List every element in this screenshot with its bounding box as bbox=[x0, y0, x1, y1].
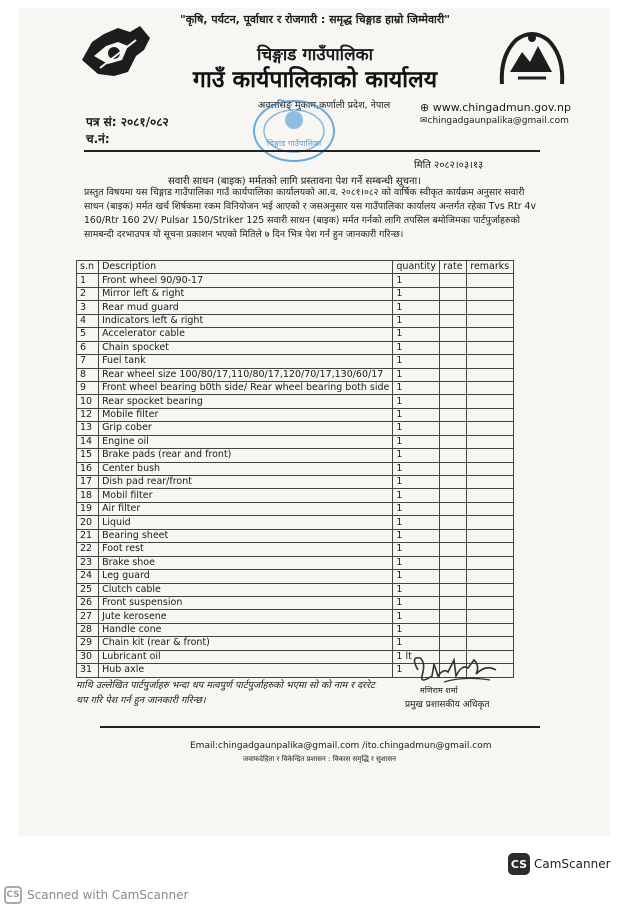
cell-description: Rear spocket bearing bbox=[99, 395, 393, 408]
office-email: chingadgaunpalika@gmail.com bbox=[427, 116, 569, 126]
cell-remarks bbox=[467, 610, 514, 623]
table-row bbox=[77, 355, 514, 368]
table-row bbox=[77, 543, 514, 556]
cell-quantity: 1 bbox=[393, 570, 440, 583]
cell-sn: 10 bbox=[77, 395, 99, 408]
cell-description: Center bush bbox=[99, 462, 393, 475]
camscanner-brand: CamScanner bbox=[534, 857, 611, 871]
cs-watermark-icon: CS bbox=[4, 886, 22, 904]
cell-description: Dish pad rear/front bbox=[99, 476, 393, 489]
website-link[interactable] bbox=[420, 101, 571, 114]
cell-quantity: 1 bbox=[393, 287, 440, 300]
cell-rate bbox=[440, 570, 467, 583]
cell-remarks bbox=[467, 476, 514, 489]
cell-description: Mirror left & right bbox=[99, 287, 393, 300]
cell-rate bbox=[440, 610, 467, 623]
cell-remarks bbox=[467, 368, 514, 381]
cell-quantity: 1 bbox=[393, 596, 440, 609]
cell-rate bbox=[440, 489, 467, 502]
website-url: www.chingadmun.gov.np bbox=[432, 101, 571, 114]
table-row bbox=[77, 341, 514, 354]
cell-quantity: 1 bbox=[393, 664, 440, 677]
signatory-name: मणिराम शर्मा bbox=[420, 686, 458, 695]
office-stamp bbox=[250, 96, 338, 166]
cell-description: Front wheel bearing b0th side/ Rear wheel bearing both side bbox=[99, 381, 393, 394]
cell-quantity: 1 bbox=[393, 489, 440, 502]
cell-rate bbox=[440, 287, 467, 300]
cell-description: Foot rest bbox=[99, 543, 393, 556]
cell-remarks bbox=[467, 381, 514, 394]
table-row bbox=[77, 516, 514, 529]
cell-description: Mobil filter bbox=[99, 489, 393, 502]
cell-sn: 29 bbox=[77, 637, 99, 650]
cell-remarks bbox=[467, 355, 514, 368]
table-row bbox=[77, 610, 514, 623]
cell-sn: 8 bbox=[77, 368, 99, 381]
cell-rate bbox=[440, 476, 467, 489]
cell-remarks bbox=[467, 516, 514, 529]
cell-rate bbox=[440, 314, 467, 327]
cell-quantity: 1 bbox=[393, 328, 440, 341]
parts-table bbox=[76, 260, 514, 678]
cell-sn: 3 bbox=[77, 301, 99, 314]
cell-description: Liquid bbox=[99, 516, 393, 529]
cell-rate bbox=[440, 328, 467, 341]
dispatch-number: च.नं: bbox=[86, 132, 110, 146]
cell-sn: 12 bbox=[77, 408, 99, 421]
cell-description: Clutch cable bbox=[99, 583, 393, 596]
cell-sn: 5 bbox=[77, 328, 99, 341]
cell-sn: 14 bbox=[77, 435, 99, 448]
table-row bbox=[77, 529, 514, 542]
cell-rate bbox=[440, 583, 467, 596]
cell-quantity: 1 lt bbox=[393, 650, 440, 663]
cell-sn: 22 bbox=[77, 543, 99, 556]
cell-description: Bearing sheet bbox=[99, 529, 393, 542]
cell-sn: 9 bbox=[77, 381, 99, 394]
cell-sn: 2 bbox=[77, 287, 99, 300]
cell-quantity: 1 bbox=[393, 623, 440, 636]
header-rate: rate bbox=[440, 261, 467, 274]
cell-sn: 26 bbox=[77, 596, 99, 609]
header-divider bbox=[84, 150, 540, 152]
cell-remarks bbox=[467, 502, 514, 515]
table-row bbox=[77, 368, 514, 381]
table-row bbox=[77, 287, 514, 300]
cell-sn: 17 bbox=[77, 476, 99, 489]
cell-remarks bbox=[467, 435, 514, 448]
cell-sn: 23 bbox=[77, 556, 99, 569]
cell-sn: 20 bbox=[77, 516, 99, 529]
cell-rate bbox=[440, 301, 467, 314]
cell-description: Chain spocket bbox=[99, 341, 393, 354]
table-row bbox=[77, 476, 514, 489]
cell-remarks bbox=[467, 287, 514, 300]
cell-remarks bbox=[467, 570, 514, 583]
cell-quantity: 1 bbox=[393, 583, 440, 596]
cell-quantity: 1 bbox=[393, 543, 440, 556]
cell-quantity: 1 bbox=[393, 422, 440, 435]
header-description: Description bbox=[99, 261, 393, 274]
cell-quantity: 1 bbox=[393, 368, 440, 381]
globe-icon: ⊕ bbox=[420, 101, 433, 114]
cell-rate bbox=[440, 435, 467, 448]
table-row bbox=[77, 596, 514, 609]
cell-description: Hub axle bbox=[99, 664, 393, 677]
cell-quantity: 1 bbox=[393, 529, 440, 542]
cell-description: Brake shoe bbox=[99, 556, 393, 569]
stamp-text: चिङ्गाड गाउँपालिका bbox=[266, 139, 322, 148]
cell-quantity: 1 bbox=[393, 435, 440, 448]
cell-rate bbox=[440, 449, 467, 462]
cell-description: Leg guard bbox=[99, 570, 393, 583]
municipality-name: चिङ्गाड गाउँपालिका bbox=[256, 45, 374, 65]
cell-description: Engine oil bbox=[99, 435, 393, 448]
reference-number: पत्र सं: २०८१/०८२ bbox=[86, 115, 169, 129]
cell-remarks bbox=[467, 596, 514, 609]
cell-remarks bbox=[467, 328, 514, 341]
cell-remarks bbox=[467, 489, 514, 502]
cell-rate bbox=[440, 556, 467, 569]
cell-quantity: 1 bbox=[393, 395, 440, 408]
cell-description: Brake pads (rear and front) bbox=[99, 449, 393, 462]
cell-sn: 30 bbox=[77, 650, 99, 663]
cell-rate bbox=[440, 368, 467, 381]
table-row bbox=[77, 381, 514, 394]
slogan: "कृषि, पर्यटन, पूर्वाधार र रोजगारी : समृद्ध चिङ्गाड हाम्रो जिम्मेवारी" bbox=[180, 13, 450, 26]
cs-badge-icon: CS bbox=[508, 853, 530, 875]
cell-rate bbox=[440, 355, 467, 368]
table-row bbox=[77, 408, 514, 421]
cell-remarks bbox=[467, 422, 514, 435]
cell-remarks bbox=[467, 395, 514, 408]
municipality-emblem-left bbox=[78, 20, 154, 82]
table-row bbox=[77, 435, 514, 448]
table-row bbox=[77, 301, 514, 314]
cell-rate bbox=[440, 422, 467, 435]
cell-sn: 27 bbox=[77, 610, 99, 623]
table-row bbox=[77, 422, 514, 435]
office-title: गाउँ कार्यपालिकाको कार्यालय bbox=[192, 67, 438, 93]
nepal-emblem-right bbox=[496, 26, 568, 88]
cell-remarks bbox=[467, 556, 514, 569]
cell-rate bbox=[440, 543, 467, 556]
header-sn: s.n bbox=[77, 261, 99, 274]
cell-quantity: 1 bbox=[393, 610, 440, 623]
cell-description: Rear wheel size 100/80/17,110/80/17,120/70/17,130/60/17 bbox=[99, 368, 393, 381]
cell-sn: 13 bbox=[77, 422, 99, 435]
table-row bbox=[77, 328, 514, 341]
reference-block bbox=[86, 114, 169, 148]
cell-quantity: 1 bbox=[393, 381, 440, 394]
cell-sn: 28 bbox=[77, 623, 99, 636]
table-header-row bbox=[77, 261, 514, 274]
table-row bbox=[77, 489, 514, 502]
cell-quantity: 1 bbox=[393, 637, 440, 650]
cell-quantity: 1 bbox=[393, 408, 440, 421]
cell-remarks bbox=[467, 543, 514, 556]
signatory-title: प्रमुख प्रशासकीय अधिकृत bbox=[405, 700, 490, 710]
cell-description: Front wheel 90/90-17 bbox=[99, 274, 393, 287]
cell-remarks bbox=[467, 301, 514, 314]
table-row bbox=[77, 556, 514, 569]
cell-remarks bbox=[467, 408, 514, 421]
cell-description: Mobile filter bbox=[99, 408, 393, 421]
cell-description: Grip cober bbox=[99, 422, 393, 435]
cell-rate bbox=[440, 408, 467, 421]
cell-description: Indicators left & right bbox=[99, 314, 393, 327]
cell-remarks bbox=[467, 529, 514, 542]
cell-quantity: 1 bbox=[393, 301, 440, 314]
cell-remarks bbox=[467, 274, 514, 287]
table-row bbox=[77, 274, 514, 287]
table-row bbox=[77, 570, 514, 583]
office-address: अवलसिङ् मुकाम,कर्णाली प्रदेश, नेपाल bbox=[258, 100, 391, 111]
scanned-watermark bbox=[4, 886, 188, 904]
cell-quantity: 1 bbox=[393, 462, 440, 475]
cell-rate bbox=[440, 462, 467, 475]
cell-quantity: 1 bbox=[393, 556, 440, 569]
cell-description: Accelerator cable bbox=[99, 328, 393, 341]
cell-description: Fuel tank bbox=[99, 355, 393, 368]
cell-rate bbox=[440, 529, 467, 542]
camscanner-logo bbox=[508, 853, 611, 875]
footer-tagline: जवाफदेहिता र विकेन्द्रित प्रशासन : विकास समृद्धि र सुशासन bbox=[243, 755, 397, 763]
cell-rate bbox=[440, 274, 467, 287]
table-row bbox=[77, 502, 514, 515]
header-quantity: quantity bbox=[393, 261, 440, 274]
letter-body: प्रस्तुत विषयमा यस चिङ्गाड गाउँपालिका गाउँ कार्यपालिका कार्यालयको आ.व. २०८१।०८२ को वार्षिक स्वीकृत कार्यक्रम अनुसार सवारी साधन (बाइक) मर्मत खर्च शिर्षकमा रकम विनियोजन भई आएको र जसअनुसार यस गाउँपालिका कार्यालय अन्तर्गत रहेका Tvs Rtr 4v 160/Rtr 160 2V/ Pulsar 150/Striker 125 सवारी साधन (बाइक) मर्मत गर्नको लागि तपसिल बमोजिमका पार्टपुर्जाहरुको सामबन्दी दरभाउपत्र यो सूचना प्रकाशन भएको मितिले ७ दिन भित्र पेश गर्न हुन जानकारी गरिन्छ। bbox=[84, 187, 536, 240]
table-row bbox=[77, 462, 514, 475]
cell-sn: 31 bbox=[77, 664, 99, 677]
cell-quantity: 1 bbox=[393, 476, 440, 489]
table-row bbox=[77, 583, 514, 596]
cell-rate bbox=[440, 596, 467, 609]
cell-sn: 1 bbox=[77, 274, 99, 287]
cell-description: Chain kit (rear & front) bbox=[99, 637, 393, 650]
cell-sn: 16 bbox=[77, 462, 99, 475]
cell-quantity: 1 bbox=[393, 274, 440, 287]
table-row bbox=[77, 449, 514, 462]
cell-remarks bbox=[467, 449, 514, 462]
cell-quantity: 1 bbox=[393, 502, 440, 515]
letter-date: मिति २०८२।०३।१३ bbox=[414, 160, 484, 171]
cell-sn: 21 bbox=[77, 529, 99, 542]
cell-sn: 19 bbox=[77, 502, 99, 515]
cell-rate bbox=[440, 623, 467, 636]
cell-sn: 25 bbox=[77, 583, 99, 596]
cell-rate bbox=[440, 502, 467, 515]
cell-sn: 4 bbox=[77, 314, 99, 327]
mail-icon: ✉ bbox=[420, 116, 428, 126]
footer-email: Email:chingadgaunpalika@gmail.com /ito.chingadmun@gmail.com bbox=[190, 741, 492, 751]
table-row bbox=[77, 314, 514, 327]
office-email-link[interactable] bbox=[420, 116, 569, 126]
footnote: माथि उल्लेखित पार्टपुर्जाहरु भन्दा थप मत्वपुर्ण पार्टपुर्जाहरुको भएमा सो को नाम र दररेट थप गरि पेश गर्न हुन जानकारी गरिन्छ। bbox=[76, 680, 375, 706]
cell-sn: 15 bbox=[77, 449, 99, 462]
cell-rate bbox=[440, 395, 467, 408]
cell-remarks bbox=[467, 314, 514, 327]
cell-quantity: 1 bbox=[393, 314, 440, 327]
cell-quantity: 1 bbox=[393, 516, 440, 529]
cell-description: Lubricant oil bbox=[99, 650, 393, 663]
table-row bbox=[77, 395, 514, 408]
cell-sn: 7 bbox=[77, 355, 99, 368]
cell-remarks bbox=[467, 462, 514, 475]
cell-rate bbox=[440, 516, 467, 529]
footer-divider bbox=[100, 726, 540, 728]
cell-sn: 6 bbox=[77, 341, 99, 354]
cell-description: Air filter bbox=[99, 502, 393, 515]
cell-rate bbox=[440, 341, 467, 354]
scanned-text: Scanned with CamScanner bbox=[27, 888, 189, 902]
cell-description: Handle cone bbox=[99, 623, 393, 636]
table-row bbox=[77, 623, 514, 636]
cell-description: Rear mud guard bbox=[99, 301, 393, 314]
cell-remarks bbox=[467, 623, 514, 636]
cell-quantity: 1 bbox=[393, 355, 440, 368]
letter-subject: सवारी साधन (बाइक) मर्मतको लागि प्रस्तावना पेश गर्ने सम्बन्धी सूचना। bbox=[168, 176, 421, 187]
cell-sn: 24 bbox=[77, 570, 99, 583]
cell-rate bbox=[440, 381, 467, 394]
cell-description: Jute kerosene bbox=[99, 610, 393, 623]
cell-remarks bbox=[467, 583, 514, 596]
cell-sn: 18 bbox=[77, 489, 99, 502]
cell-description: Front suspension bbox=[99, 596, 393, 609]
cell-quantity: 1 bbox=[393, 449, 440, 462]
header-remarks: remarks bbox=[467, 261, 514, 274]
cell-remarks bbox=[467, 341, 514, 354]
cell-quantity: 1 bbox=[393, 341, 440, 354]
